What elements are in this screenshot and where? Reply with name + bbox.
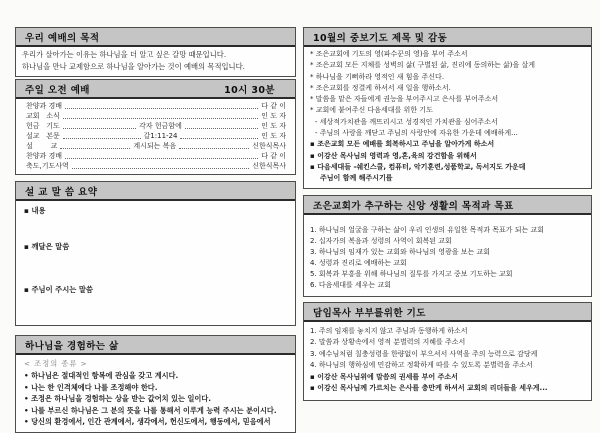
service-item-person: 다 같 이 [261, 102, 287, 110]
experiencing-god-header [16, 336, 295, 355]
service-item-person: 신한식목사 [252, 142, 287, 150]
service-row [22, 121, 290, 131]
service-row [22, 161, 290, 171]
pastor-prayer-box [303, 302, 592, 401]
experience-item: • 당신의 환경에서, 인간 관계에서, 생각에서, 헌신도에서, 행동에서, 믿음에서 [24, 417, 271, 426]
service-item-person: 신한식목사 [252, 162, 287, 170]
service-row [22, 141, 290, 151]
sunday-service-time: 10시 30분 [224, 85, 276, 96]
prayer-subitem: - 세상적가치관을 깨뜨리시고 성경적인 가치관을 심어주소서 [315, 117, 498, 126]
prayer-item-bold: ▪ 조은교회 모든 예배를 회복하시고 주님을 알아가게 하소서 [310, 140, 495, 149]
sermon-note-label: ▪ 내용 [24, 206, 46, 215]
service-item-person: 인 도 자 [261, 122, 287, 130]
goal-item: 1. 하나님의 얼굴을 구하는 삶이 우리 인생의 유일한 목적과 목표가 되는 교회 [310, 225, 545, 234]
pastor-prayer-body [304, 322, 591, 400]
goal-item: 3. 하나님의 임재가 있는 교회와 하나님의 영광을 보는 교회 [310, 247, 491, 256]
sermon-summary-title: 설 교 말 씀 요약 [25, 187, 98, 198]
pastor-prayer-title: 담임목사 부부를위한 기도 [313, 307, 426, 319]
prayer-item-bold: ▪ 이강산 목사님의 영력과 영,혼,육의 강건함을 위해서 [310, 151, 477, 160]
experience-item: • 나는 한 인격체에다 나를 조정해야 한다. [24, 382, 158, 392]
goal-item: 6. 다음세대를 세우는 교회 [310, 280, 391, 289]
pastor-prayer-header [304, 303, 591, 322]
purpose-line: 우리가 살아가는 이유는 하나님을 더 알고 싶은 갈망 때문입니다. [22, 50, 227, 59]
worship-purpose-box [15, 27, 296, 77]
prayer-item: * 조은교회를 정결케 하셔서 새 일을 행하소서. [310, 83, 451, 92]
intercession-box [303, 27, 592, 189]
service-item-label: 헌금 기도 [26, 122, 60, 130]
prayer-item: * 하나님을 기뻐하라 영적인 새 힘을 주신다. [310, 72, 445, 81]
worship-purpose-body [16, 47, 295, 76]
dotted-leader [185, 128, 258, 129]
faith-goals-header [304, 196, 591, 215]
intercession-header [304, 28, 591, 47]
dotted-leader [180, 138, 258, 139]
experiencing-god-title: 하나님을 경험하는 삶 [25, 341, 119, 352]
service-item-label: 설교 본문 [26, 132, 60, 140]
prayer-item: * 교회에 붙여주신 다음세대를 위한 기도 [310, 106, 433, 115]
sunday-service-header [16, 80, 295, 99]
sermon-summary-header [16, 182, 295, 201]
adjustment-kinds-subtitle: < 조정의 종류 > [24, 359, 88, 368]
prayer-item-continuation: 주님이 함께 해주시기를 [320, 174, 393, 183]
service-row [22, 131, 290, 141]
pastor-prayer-item: 4. 하나님의 행하심에 민감하고 정확하게 따를 수 있도록 분별력을 주소서 [310, 361, 533, 370]
intercession-body [304, 47, 591, 188]
goal-item: 2. 십자가의 복음과 성령의 사역이 회복된 교회 [310, 236, 452, 245]
sunday-service-box [15, 79, 296, 175]
service-item-label: 찬양과 경배 [26, 152, 63, 160]
dotted-leader [63, 138, 141, 139]
experience-item: • 조정은 하나님을 경험하는 상을 받는 값어치 있는 일이다. [24, 394, 212, 403]
sermon-note-label: ▪ 주님이 주시는 말씀 [24, 285, 93, 294]
faith-goals-body [304, 215, 591, 296]
pastor-prayer-item: 3. 예수님처럼 칠충성령을 한량없이 부으셔서 사역을 주의 능력으로 감당케 [310, 349, 538, 358]
prayer-subitem: - 주님의 사랑을 깨닫고 주님의 사랑안에 자유한 가운데 예배하게... [315, 129, 518, 138]
goal-item: 4. 성령과 진리로 예배하는 교회 [310, 258, 407, 267]
service-item-person: 다 같 이 [261, 152, 287, 160]
service-item-label: 설 교 [26, 142, 58, 150]
pastor-prayer-item: 1. 주의 임재를 놓치지 않고 주님과 동행하게 하소서 [310, 326, 468, 335]
faith-goals-title: 조은교회가 추구하는 신앙 생활의 목적과 목표 [313, 200, 514, 212]
sunday-service-title: 주일 오전 예배 [25, 85, 90, 96]
service-item-detail: 각자 헌금함에 [139, 122, 182, 130]
sermon-summary-box [15, 181, 296, 326]
dotted-leader [60, 148, 130, 149]
experience-item: • 나를 부르신 하나님은 그 분의 뜻을 나를 통해서 이루게 능력 주시는 분이시다. [24, 405, 277, 415]
goal-item: 5. 회복과 부흥을 위해 하나님의 질투를 가지고 중보 기도하는 교회 [310, 269, 513, 278]
experience-item: • 하나님은 절대적인 항복에 관심을 갖고 계시다. [24, 371, 179, 380]
prayer-item: * 조은교회 모든 지체를 성벽의 삶( 구별된 삶, 진리에 동의하는 삶)을 살게 [310, 61, 536, 70]
service-item-detail: 갈1:11-24 [143, 132, 178, 140]
worship-purpose-title: 우리 예배의 목적 [25, 33, 100, 44]
worship-purpose-header [16, 28, 295, 47]
left-column [15, 27, 296, 433]
dotted-leader [65, 108, 258, 109]
intercession-title: 10월의 중보기도 제목 및 감동 [313, 33, 448, 44]
service-row [22, 151, 290, 161]
prayer-item-bold: ▪ 다음세대들 -쉐킨스쿨, 컴퓨터, 악기훈련,성품학교, 독서지도 가운데 [310, 162, 526, 171]
service-row [22, 101, 290, 111]
experiencing-god-body [16, 355, 295, 432]
pastor-prayer-item-bold: ▪ 이강산 목사님위에 말씀의 권세를 부어 주소서 [310, 372, 458, 381]
pastor-prayer-item: 2. 말씀과 상황속에서 영적 분별력의 지혜를 주소서 [310, 338, 466, 347]
service-item-label: 교회 소식 [26, 112, 60, 120]
right-column [303, 27, 592, 433]
dotted-leader [63, 128, 136, 129]
pastor-prayer-item-bold: ▪ 이강신 목사님께 가르치는 은사를 충만케 하셔서 교회의 리더들을 세우게... [310, 384, 548, 393]
service-order [16, 99, 295, 174]
sermon-note-label: ▪ 깨달은 말씀 [24, 242, 70, 251]
dotted-leader [179, 148, 249, 149]
purpose-line: 하나님을 만나 교제함으로 하나님을 알아가는 것이 예배의 목적입니다. [22, 62, 245, 71]
sermon-summary-body [16, 201, 295, 325]
dotted-leader [65, 158, 258, 159]
service-row [22, 111, 290, 121]
service-item-person: 인 도 자 [261, 132, 287, 140]
service-item-detail: 계시되는 복음 [133, 142, 177, 150]
dotted-leader [72, 168, 249, 169]
faith-goals-box [303, 195, 592, 297]
prayer-item: * 말씀을 맡은 자들에게 권능을 부어주시고 은사를 부어주소서 [310, 95, 499, 104]
service-item-person: 인 도 자 [261, 112, 287, 120]
service-item-label: 축도,기도사역 [26, 162, 69, 170]
dotted-leader [63, 118, 259, 119]
experiencing-god-box [15, 335, 296, 433]
service-item-label: 찬양과 경배 [26, 102, 63, 110]
prayer-item: * 조은교회에 기도의 영(파수꾼의 영)을 부어 주소서 [310, 50, 468, 58]
